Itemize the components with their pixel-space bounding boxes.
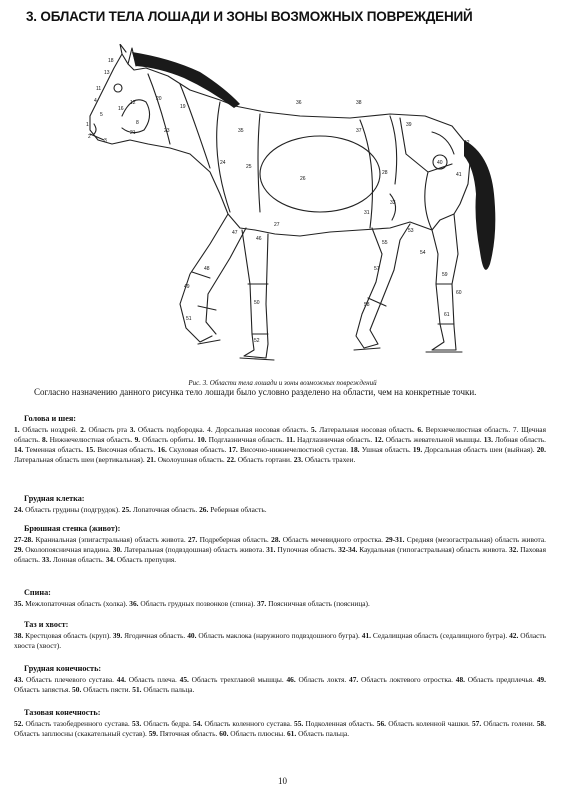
region-label: 41 [456, 172, 462, 178]
page-number: 10 [278, 776, 287, 786]
section-text: 52. Область тазобедренного сустава. 53. Область бедра. 54. Область коленного сустава. 55. Подколенная область. 56. Область коленной чашки. 57. Область голени. 58. Область заплюсны (скакательный сустав). 59. Пяточная область. 60. Область плюсны. 61. Область пальца. [14, 719, 546, 738]
region-label: 16 [118, 106, 124, 112]
section-heading: Таз и хвост: [24, 620, 69, 629]
region-label: 48 [204, 266, 210, 272]
region-label: 58 [364, 302, 370, 308]
region-label: 54 [420, 250, 426, 256]
region-label: 33 [390, 200, 396, 206]
region-label: 47 [232, 230, 238, 236]
region-label: 49 [184, 284, 190, 290]
region-label: 21 [130, 130, 136, 136]
section-heading: Грудная конечность: [24, 664, 102, 673]
horse-outline [90, 54, 470, 236]
region-label: 11 [96, 86, 102, 92]
region-label: 46 [256, 236, 262, 242]
region-label: 4 [94, 98, 97, 104]
intro-paragraph: Согласно назначению данного рисунка тело лошади было условно разделено на области, чем на конкретные точки. [34, 387, 477, 397]
section-text: 24. Область грудины (подгрудок). 25. Лопаточная область. 26. Реберная область. [14, 505, 267, 514]
region-label: 24 [220, 160, 226, 166]
region-label: 53 [408, 228, 414, 234]
section-text: 27-28. Краниальная (эпигастральная) область живота. 27. Подреберная область. 28. Область мечевидного отростка. 29-31. Средняя (мезогастральная) область живота. 29. Околопоясничная впадина. 30. Латеральная (подвздошная) область живота. 31. Пупочная область. 32-34. Каудальная (гипогастральная) область живота. 32. Паховая область. 33. Лонная область. 34. Область препуция. [14, 535, 546, 564]
region-label: 3 [104, 138, 107, 144]
hind-leg-rear [432, 214, 458, 350]
section-thoracic-limb [14, 664, 546, 695]
region-label: 8 [136, 120, 139, 126]
region-label: 60 [456, 290, 462, 296]
region-label: 23 [164, 128, 170, 134]
section-heading: Спина: [24, 588, 51, 597]
region-label: 51 [186, 316, 192, 322]
region-label: 25 [246, 164, 252, 170]
page-title: 3. ОБЛАСТИ ТЕЛА ЛОШАДИ И ЗОНЫ ВОЗМОЖНЫХ ПОВРЕЖДЕНИЙ [26, 9, 473, 24]
section-heading: Голова и шея: [24, 414, 76, 423]
section-abdomen [14, 524, 546, 565]
section-head-and-neck [14, 414, 546, 465]
section-chest [14, 494, 546, 515]
region-label: 40 [437, 160, 443, 166]
region-label: 38 [356, 100, 362, 106]
region-label: 12 [130, 100, 136, 106]
region-label: 61 [444, 312, 450, 318]
region-label: 31 [364, 210, 370, 216]
section-pelvis-and-tail [14, 620, 546, 651]
section-text: 43. Область плечевого сустава. 44. Область плеча. 45. Область трехглавой мышцы. 46. Область локтя. 47. Область локтевого отростка. 48. Область предплечья. 49. Область запястья. 50. Область пясти. 51. Область пальца. [14, 675, 546, 694]
region-label: 28 [382, 170, 388, 176]
horse-body-regions-figure [60, 44, 510, 376]
region-label: 2 [88, 134, 91, 140]
section-back [14, 588, 546, 609]
region-label: 39 [406, 122, 412, 128]
horse-drawing [60, 44, 510, 376]
region-label: 27 [274, 222, 280, 228]
region-label: 18 [108, 58, 114, 64]
region-label: 26 [300, 176, 306, 182]
section-heading: Брюшная стенка (живот): [24, 524, 121, 533]
section-text: 38. Крестцовая область (круп). 39. Ягодичная область. 40. Область маклока (наружного подвздошного бугра). 41. Седалищная область (седалищного бугра). 42. Область хвоста (хвост). [14, 631, 546, 650]
section-text: 35. Межлопаточная область (холка). 36. Область грудных позвонков (спина). 37. Поясничная область (поясница). [14, 599, 370, 608]
section-heading: Грудная клетка: [24, 494, 85, 503]
section-pelvic-limb [14, 708, 546, 739]
region-label: 20 [156, 96, 162, 102]
region-label: 5 [100, 112, 103, 118]
region-label: 57 [374, 266, 380, 272]
region-label: 35 [238, 128, 244, 134]
region-label: 50 [254, 300, 260, 306]
region-label: 19 [180, 104, 186, 110]
region-label: 52 [254, 338, 260, 344]
region-label: 42 [464, 140, 470, 146]
region-label: 36 [296, 100, 302, 106]
region-label: 13 [104, 70, 110, 76]
figure-caption: Рис. 3. Области тела лошади и зоны возможных повреждений [188, 379, 377, 387]
horse-tail [464, 140, 495, 270]
region-label: 59 [442, 272, 448, 278]
section-text: 1. Область ноздрей. 2. Область рта 3. Область подбородка. 4. Дорсальная носовая область. 5. Латеральная носовая область. 6. Верхнечелюстная область. 7. Щечная область. 8. Нижнечелюстная область. 9. Область орбиты. 10. Подглазничная область. 11. Надглазничная область. 12. Область жевательной мышцы. 13. Лобная область. 14. Теменная область. 15. Височная область. 16. Скуловая область. 17. Височно-нижнечелюстной сустав. 18. Ушная область. 19. Дорсальная область шеи (выйная). 20. Латеральная область шеи (вертикальная). 21. Околоушная область. 22. Область гортани. 23. Область трахеи. [14, 425, 546, 464]
region-label: 37 [356, 128, 362, 134]
region-label: 1 [86, 122, 89, 128]
section-heading: Тазовая конечность: [24, 708, 101, 717]
region-label: 55 [382, 240, 388, 246]
